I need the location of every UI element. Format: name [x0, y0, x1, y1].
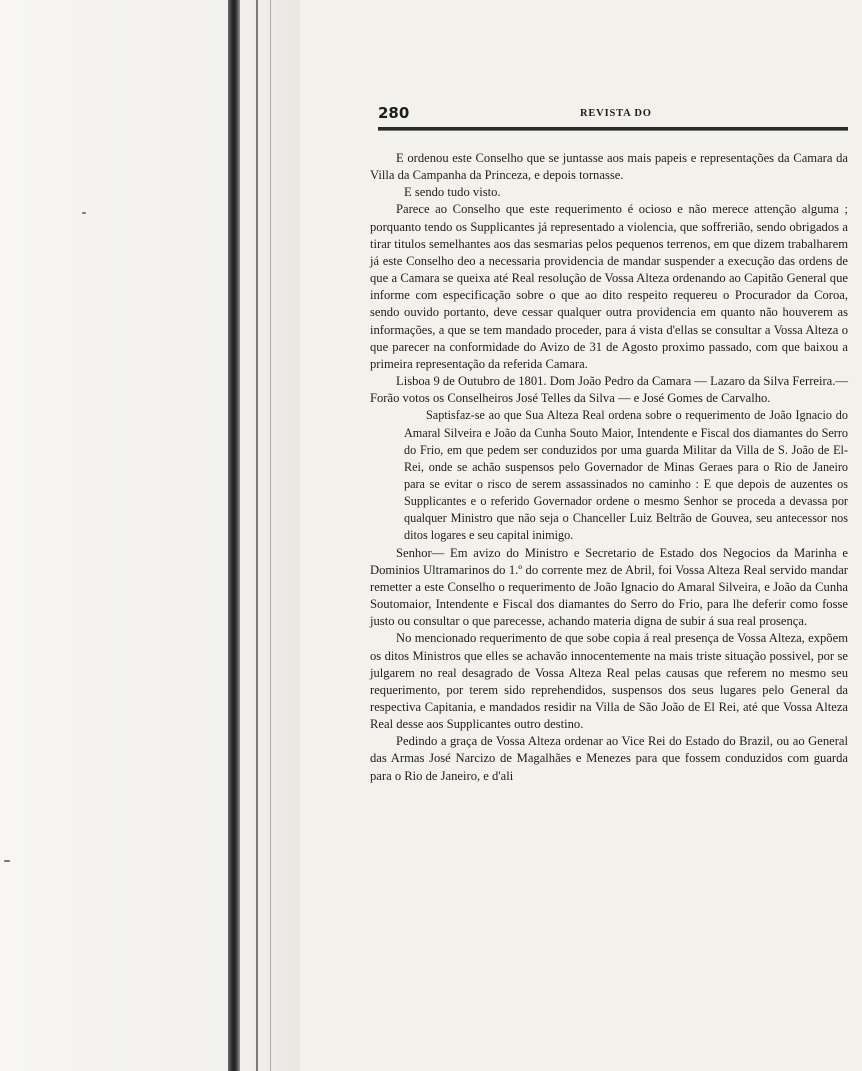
- summary-block: Saptisfaz-se ao que Sua Alteza Real ordena sobre o requerimento de João Ignacio do Amaral Silveira e João da Cunha Souto Maior, Intendente e Fiscal dos diamantes do Serro do Frio, em que pedem ser conduzidos por uma guarda Militar da Villa de S. João de El-Rei, onde se achão suspensos pelo Governador de Minas Geraes para o Rio de Janeiro para se evitar o risco de serem assassinados no caminho : E que depois de auzentes os Supplicantes e o referido Governador ordene o mesmo Senhor se proceda a devassa por qualquer Ministro que não seja o Chanceller Luiz Beltrão de Gouvea, seu antecessor nos ditos logares e seu capital inimigo.: [404, 408, 848, 543]
- paragraph: No mencionado requerimento de que sobe copia á real presença de Vossa Alteza, expõem os ditos Ministros que elles se achavão innocentemente na mais triste situação possivel, por se julgarem no real desagrado de Vossa Alteza Real pelas causas que referem no mesmo seu requerimento, por terem sido reprehendidos, suspensos dos seus lugares pelo General da respectiva Capitania, e mandados residir na Villa de São João de El Rei, até que Vossa Alteza Real desse aos Supplicantes outro destino.: [370, 631, 848, 732]
- header-rule: [378, 127, 848, 131]
- binding-line: [270, 0, 271, 1071]
- page-body: [370, 150, 848, 785]
- binding-line: [256, 0, 258, 1071]
- book-spine: [228, 0, 240, 1071]
- book-page: [370, 104, 848, 785]
- paragraph: E ordenou este Conselho que se juntasse aos mais papeis e representações da Camara da Villa da Campanha da Princeza, e depois tornasse.: [370, 151, 848, 183]
- paragraph: Senhor— Em avizo do Ministro e Secretario de Estado dos Negocios da Marinha e Dominios Ultramarinos do 1.º do corrente mez de Abril, foi Vossa Alteza Real servido mandar remetter a este Conselho o requerimento de João Ignacio do Amaral Silveira, e João da Cunha Soutomaior, Intendente e Fiscal dos diamantes do Serro do Frio, para lhe deferir como fosse justo ou consultar o que parecesse, achando materia digna de subir á sua real prosença.: [370, 545, 848, 629]
- paragraph: Pedindo a graça de Vossa Alteza ordenar ao Vice Rei do Estado do Brazil, ou ao General das Armas José Narcizo de Magalhães e Menezes para que fossem conduzidos com guarda para o Rio de Janeiro, e d'ali: [370, 734, 848, 783]
- paper-speck: [4, 860, 10, 862]
- page-number: 280: [378, 104, 410, 122]
- page-gutter: [0, 0, 300, 1071]
- paragraph: Lisboa 9 de Outubro de 1801. Dom João Pedro da Camara — Lazaro da Silva Ferreira.— Forão votos os Conselheiros José Telles da Silva — e José Gomes de Carvalho.: [370, 374, 848, 406]
- paragraph: Parece ao Conselho que este requerimento é ocioso e não merece attenção alguma ; porquanto tendo os Supplicantes já representado a violencia, que soffrerião, sendo obrigados a tirar titulos semelhantes aos das sesmarias pelos pequenos terrenos, em que dizem trabalharem já este Conselho deo a necessaria providencia de mandar suspender a execução das ordens de que a Camara se queixa até Real resolução de Vossa Alteza ordenando ao Capitão General que informe com especificação sobre o que ao dito respeito requereu o Procurador da Coroa, sendo ouvido portanto, deve cessar qualquer outra providencia em quanto não houverem as informações, a que se tem mandado proceder, para á vista d'ellas se consultar a Vossa Alteza o que parecer na conformidade do Avizo de 31 de Agosto proximo passado, com que baixou a primeira representação da referida Camara.: [370, 202, 848, 371]
- running-title: REVISTA DO: [580, 108, 652, 119]
- paper-speck: [82, 212, 86, 214]
- paragraph: E sendo tudo visto.: [404, 185, 501, 200]
- page-header: [370, 104, 848, 128]
